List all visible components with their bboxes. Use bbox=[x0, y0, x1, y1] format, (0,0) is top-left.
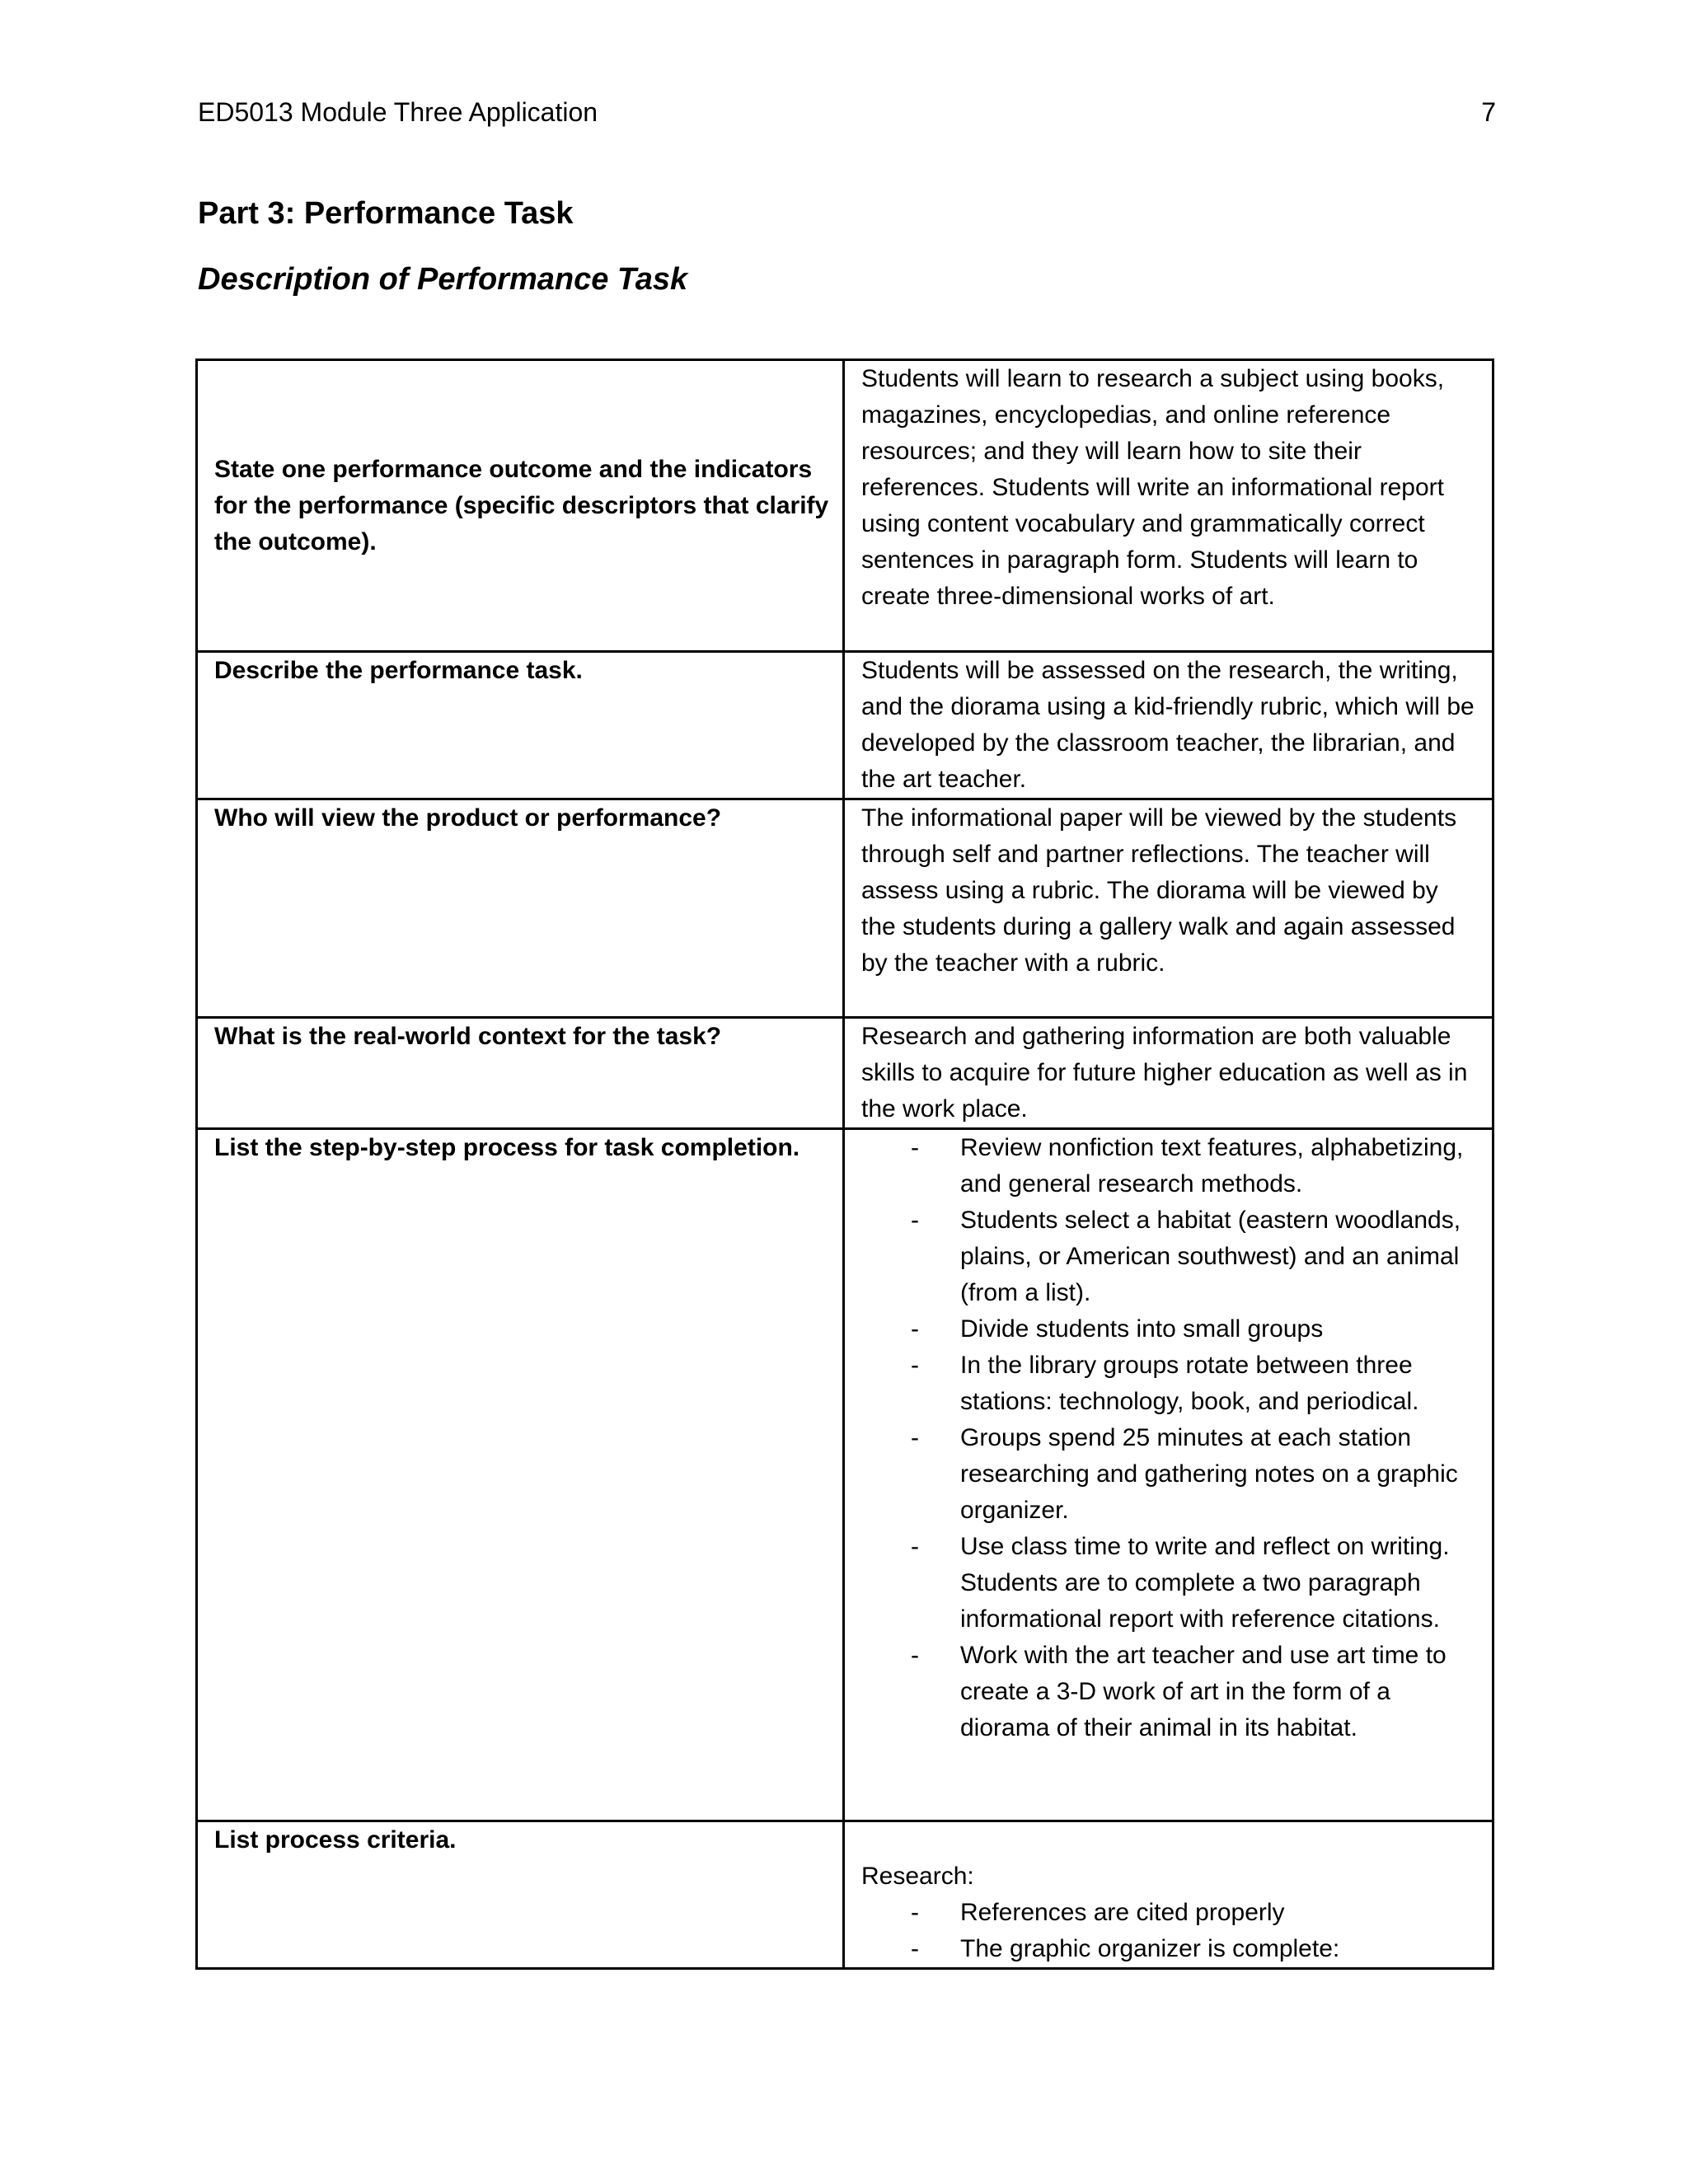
performance-task-table bbox=[195, 359, 1494, 1970]
list-item bbox=[861, 1420, 1479, 1529]
table-question-cell: Describe the performance task. bbox=[197, 652, 844, 799]
step-list bbox=[861, 1130, 1479, 1746]
table-answer-cell: Students will be assessed on the research, the writing, and the diorama using a kid-friendly rubric, which will be developed by the classroom teacher, the librarian, and the art teacher. bbox=[844, 652, 1493, 799]
table-answer-cell: Students will learn to research a subject using books, magazines, encyclopedias, and online reference resources; and they will learn how to site their references. Students will write an informational report using content vocabulary and grammatically correct sentences in paragraph form. Students will learn to create three-dimensional works of art. bbox=[844, 360, 1493, 652]
list-item bbox=[861, 1202, 1479, 1311]
page-number: 7 bbox=[1481, 97, 1496, 127]
list-item bbox=[861, 1347, 1479, 1420]
criteria-heading: Research: bbox=[861, 1863, 974, 1890]
part-title: Part 3: Performance Task bbox=[198, 196, 574, 231]
table-row bbox=[197, 1018, 1493, 1129]
table-row bbox=[197, 799, 1493, 1018]
step-text: Divide students into small groups bbox=[960, 1315, 1324, 1343]
criteria-list bbox=[861, 1895, 1479, 1967]
list-item bbox=[861, 1895, 1479, 1931]
table-answer-cell: Research and gathering information are both valuable skills to acquire for future higher education as well as in the work place. bbox=[844, 1018, 1493, 1129]
dash-bullet: - bbox=[911, 1207, 919, 1234]
table-question-cell: What is the real-world context for the task? bbox=[197, 1018, 844, 1129]
table-question-cell: State one performance outcome and the indicators for the performance (specific descriptors that clarify the outcome). bbox=[197, 360, 844, 652]
dash-bullet: - bbox=[911, 1899, 919, 1926]
step-text: Students select a habitat (eastern woodlands, plains, or American southwest) and an animal (from a list). bbox=[960, 1207, 1461, 1306]
table-answer-cell: The informational paper will be viewed by the students through self and partner reflections. The teacher will assess using a rubric. The diorama will be viewed by the students during a gallery walk and again assessed by the teacher with a rubric. bbox=[844, 799, 1493, 1018]
step-text: Use class time to write and reflect on writing. Students are to complete a two paragraph informational report with reference citations. bbox=[960, 1533, 1450, 1633]
step-text: Review nonfiction text features, alphabetizing, and general research methods. bbox=[960, 1134, 1464, 1197]
step-text: In the library groups rotate between three stations: technology, book, and periodical. bbox=[960, 1352, 1419, 1415]
list-item bbox=[861, 1931, 1479, 1967]
list-item bbox=[861, 1529, 1479, 1638]
criteria-text: The graphic organizer is complete: bbox=[960, 1935, 1340, 1962]
dash-bullet: - bbox=[911, 1935, 919, 1962]
table-answer-cell bbox=[844, 1129, 1493, 1821]
dash-bullet: - bbox=[911, 1134, 919, 1161]
table-row bbox=[197, 1821, 1493, 1969]
dash-bullet: - bbox=[911, 1352, 919, 1379]
table-question-cell: List process criteria. bbox=[197, 1821, 844, 1969]
table-row bbox=[197, 360, 1493, 652]
dash-bullet: - bbox=[911, 1424, 919, 1451]
step-text: Groups spend 25 minutes at each station researching and gathering notes on a graphic organizer. bbox=[960, 1424, 1458, 1524]
table-question-cell: Who will view the product or performance? bbox=[197, 799, 844, 1018]
criteria-text: References are cited properly bbox=[960, 1899, 1285, 1926]
dash-bullet: - bbox=[911, 1642, 919, 1669]
step-text: Work with the art teacher and use art time to create a 3-D work of art in the form of a diorama of their animal in its habitat. bbox=[960, 1642, 1447, 1741]
table-answer-cell bbox=[844, 1821, 1493, 1969]
table-row bbox=[197, 1129, 1493, 1821]
list-item bbox=[861, 1130, 1479, 1202]
document-header-title: ED5013 Module Three Application bbox=[198, 97, 598, 127]
section-title: Description of Performance Task bbox=[198, 262, 688, 297]
table-row bbox=[197, 652, 1493, 799]
list-item bbox=[861, 1311, 1479, 1347]
dash-bullet: - bbox=[911, 1315, 919, 1343]
table-question-cell: List the step-by-step process for task completion. bbox=[197, 1129, 844, 1821]
list-item bbox=[861, 1638, 1479, 1746]
dash-bullet: - bbox=[911, 1533, 919, 1560]
